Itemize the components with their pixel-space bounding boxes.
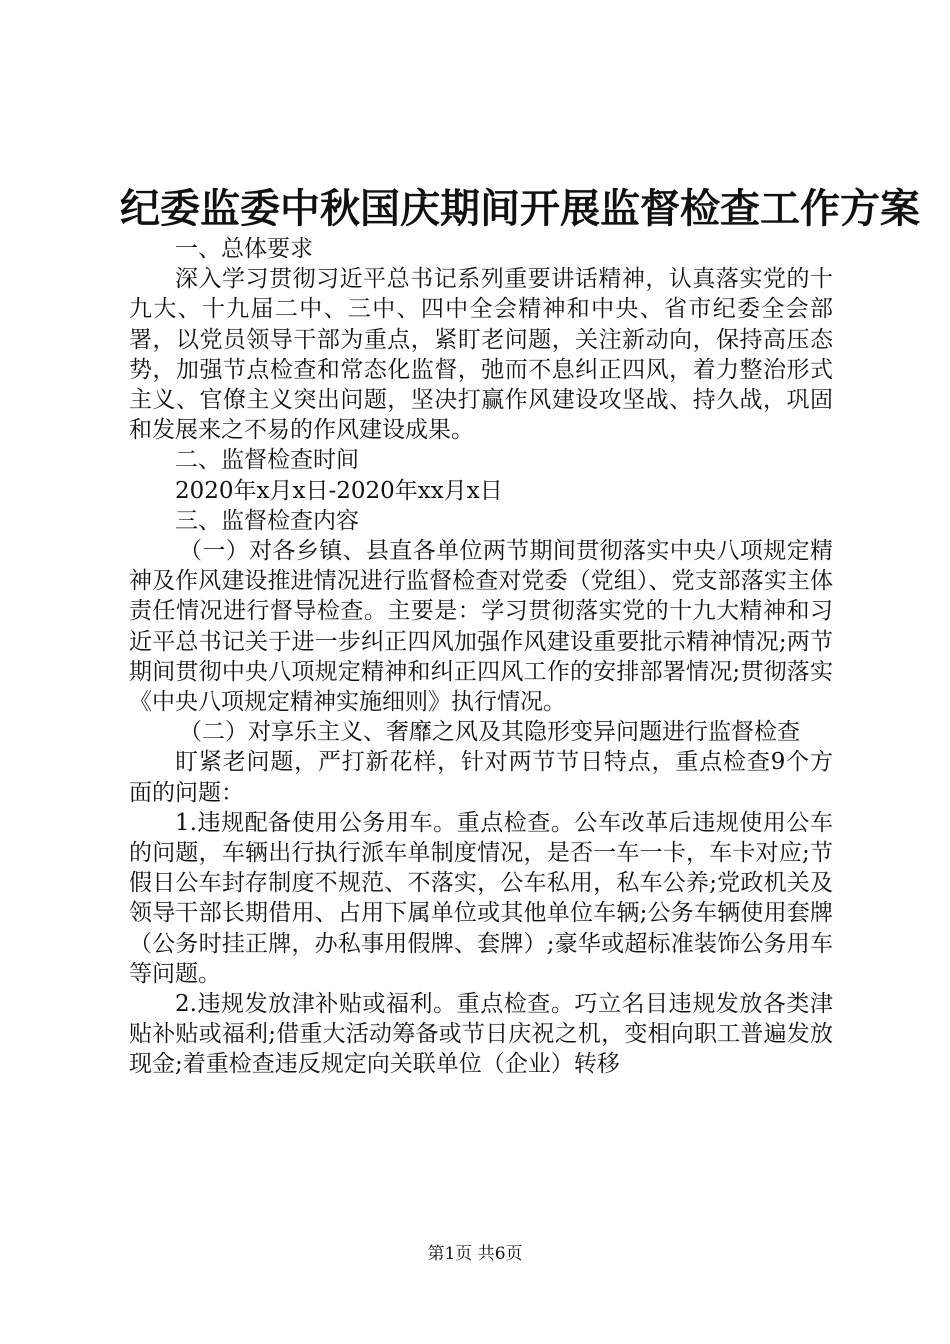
paragraph-item-one: （一）对各乡镇、县直各单位两节期间贯彻落实中央八项规定精神及作风建设推进情况进行监督检查对党委（党组）、党支部落实主体责任情况进行督导检查。主要是：学习贯彻落实党的十九大精神和习近平总书记关于进一步纠正四风加强作风建设重要批示精神情况;两节期间贯彻中央八项规定精神和纠正四风工作的安排部署情况;贯彻落实《中央八项规定精神实施细则》执行情况。 [129,538,833,716]
section-heading-general-requirements: 一、总体要求 [175,236,313,262]
paragraph-inspection-time: 2020年x月x日-2020年xx月x日 [175,477,503,504]
paragraph-item-two-intro: 盯紧老问题，严打新花样，针对两节节日特点，重点检查9个方面的问题： [129,749,833,806]
section-heading-inspection-time: 二、监督检查时间 [175,447,359,474]
paragraph-item-two-heading: （二）对享乐主义、奢靡之风及其隐形变异问题进行监督检查 [179,719,800,746]
page-number-footer: 第1页 共6页 [427,1244,523,1264]
section-heading-inspection-content: 三、监督检查内容 [175,507,359,534]
document-body [129,234,833,1080]
paragraph-general-requirements: 深入学习贯彻习近平总书记系列重要讲话精神，认真落实党的十九大、十九届二中、三中、四中全会精神和中央、省市纪委全会部署，以党员领导干部为重点，紧盯老问题，关注新动向，保持高压态势，加强节点检查和常态化监督，弛而不息纠正四风，着力整治形式主义、官僚主义突出问题，坚决打赢作风建设攻坚战、持久战，巩固和发展来之不易的作风建设成果。 [129,266,833,444]
document-title: 纪委监委中秋国庆期间开展监督检查工作方案 [120,186,920,232]
paragraph-point-one: 1.违规配备使用公务用车。重点检查。公车改革后违规使用公车的问题，车辆出行执行派车单制度情况，是否一车一卡，车卡对应;节假日公车封存制度不规范、不落实，公车私用，私车公养;党政机关及领导干部长期借用、占用下属单位或其他单位车辆;公务车辆使用套牌（公务时挂正牌，办私事用假牌、套牌）;豪华或超标准装饰公务用车等问题。 [129,809,833,987]
paragraph-point-two: 2.违规发放津补贴或福利。重点检查。巧立名目违规发放各类津贴补贴或福利;借重大活动筹备或节日庆祝之机，变相向职工普遍发放现金;着重检查违反规定向关联单位（企业）转移 [129,991,833,1078]
